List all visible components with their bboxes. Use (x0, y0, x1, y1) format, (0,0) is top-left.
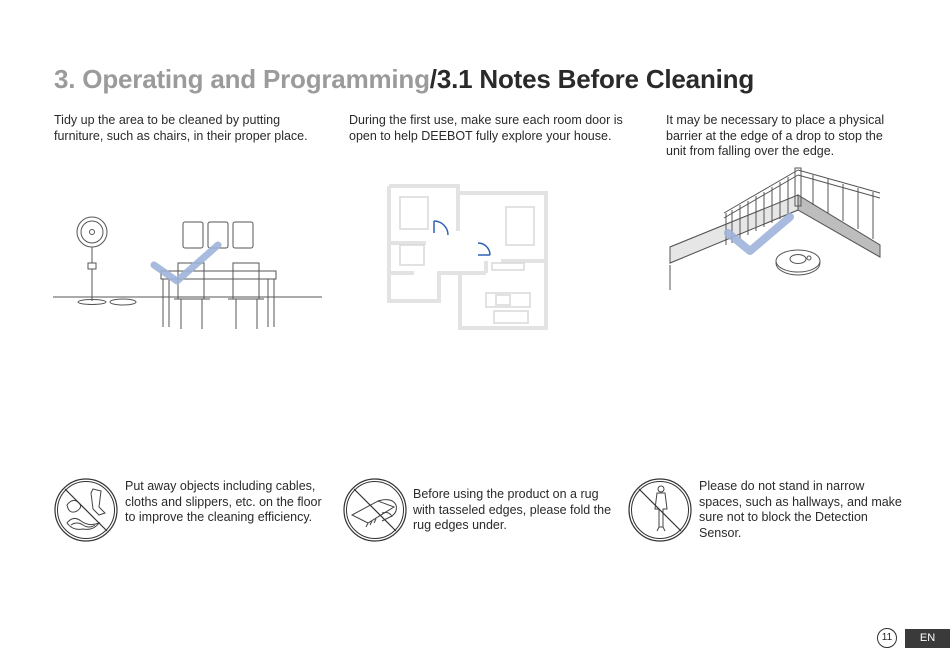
furniture-illustration (50, 205, 330, 335)
subsection-title: /3.1 Notes Before Cleaning (429, 64, 755, 94)
no-cables-slippers-icon (53, 477, 119, 543)
barrier-illustration (668, 165, 888, 300)
no-standing-person-icon (627, 477, 693, 543)
section-title: 3. Operating and Programming (54, 64, 430, 94)
tip-text: Put away objects including cables, cloths and slippers, etc. on the floor to improve the cleaning efficiency. (125, 479, 322, 524)
note-tidy-up: Tidy up the area to be cleaned by putting furniture, such as chairs, in their proper place. (54, 113, 308, 143)
tip-text: Before using the product on a rug with tasseled edges, please fold the rug edges under. (413, 487, 612, 532)
language-tab: EN (905, 629, 950, 648)
tip-text: Please do not stand in narrow spaces, such as hallways, and make sure not to block the Detection Sensor. (699, 479, 902, 540)
tip-keep-sensor-clear (627, 477, 907, 547)
tip-put-away-objects (53, 477, 333, 547)
floor-plan-illustration (386, 183, 554, 331)
no-tasseled-rug-icon (342, 477, 408, 543)
tip-fold-rug-edges (342, 477, 622, 547)
page-title (54, 64, 754, 95)
note-physical-barrier: It may be necessary to place a physical barrier at the edge of a drop to stop the unit from falling over the edge. (666, 113, 885, 158)
note-open-doors: During the first use, make sure each room door is open to help DEEBOT fully explore your house. (349, 113, 623, 143)
page-number: 11 (877, 628, 897, 648)
